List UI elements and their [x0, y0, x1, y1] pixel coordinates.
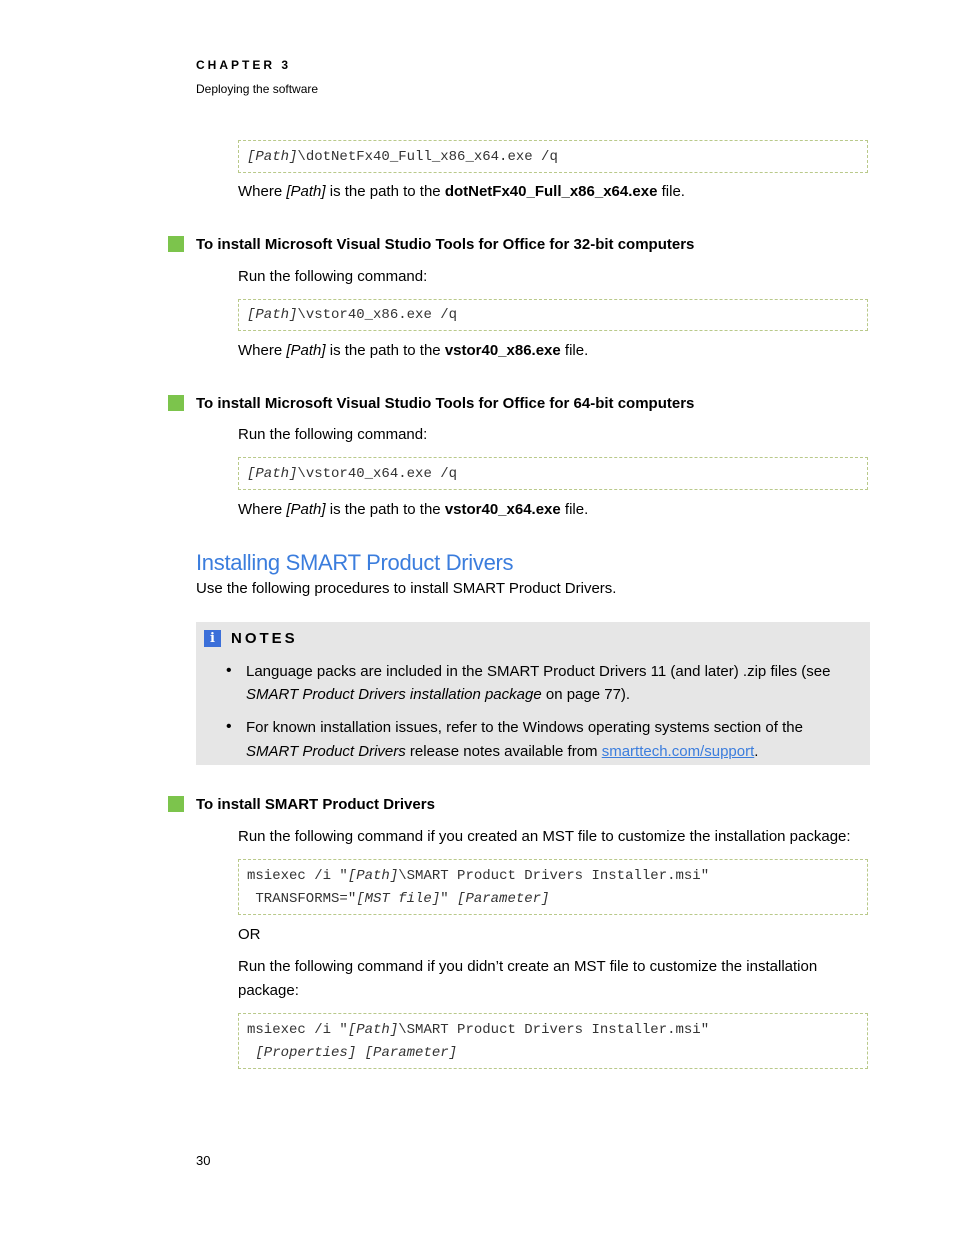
code-text: " — [440, 891, 458, 907]
code-command: \dotNetFx40_Full_x86_x64.exe /q — [297, 149, 558, 165]
where-mid: is the path to the — [325, 501, 445, 518]
code-text — [356, 1045, 364, 1061]
code-text: \SMART Product Drivers Installer.msi" — [398, 1022, 710, 1038]
code-text: msiexec /i " — [247, 868, 348, 884]
code-text: msiexec /i " — [247, 1022, 348, 1038]
code-mst-placeholder: [MST file] — [356, 891, 441, 907]
code-path-placeholder: [Path] — [347, 868, 399, 884]
page-number: 30 — [196, 1153, 211, 1168]
note-2-line-2 — [246, 742, 758, 762]
where-dotnet — [238, 182, 685, 202]
note-1-line-2 — [246, 685, 630, 705]
chapter-label: CHAPTER 3 — [196, 58, 292, 72]
where-vsto-64 — [238, 500, 588, 520]
green-square-icon — [168, 796, 184, 812]
where-path: [Path] — [286, 501, 326, 518]
where-suffix: file. — [560, 501, 589, 518]
code-command: \vstor40_x64.exe /q — [297, 466, 458, 482]
run-no-mst-line-2: package: — [238, 982, 299, 999]
where-prefix: Where — [238, 342, 287, 359]
smarttech-support-link[interactable]: smarttech.com/support — [601, 743, 755, 760]
where-vsto-32 — [238, 341, 588, 361]
chapter-title: Deploying the software — [196, 82, 319, 96]
where-suffix: file. — [657, 183, 685, 200]
section-title: Installing SMART Product Drivers — [196, 550, 514, 575]
where-suffix: file. — [560, 342, 589, 359]
run-no-mst-line-1: Run the following command if you didn’t create an MST file to customize the installation — [238, 958, 818, 975]
code-path-placeholder: [Path] — [247, 466, 298, 482]
notes-label: NOTES — [231, 630, 298, 647]
or-text: OR — [238, 926, 261, 943]
note-2-line-1: For known installation issues, refer to the Windows operating systems section of the — [246, 719, 803, 736]
run-command-text: Run the following command: — [238, 426, 428, 443]
code-path-placeholder: [Path] — [347, 1022, 399, 1038]
note-1-reference: SMART Product Drivers installation package — [246, 686, 542, 703]
note-1-tail: on page 77). — [541, 686, 631, 703]
heading-vsto-32 — [168, 235, 694, 255]
heading-text: To install Microsoft Visual Studio Tools for Office for 32-bit computers — [196, 236, 695, 253]
code-block-dotnet[interactable] — [238, 140, 868, 173]
where-mid: is the path to the — [325, 342, 445, 359]
code-properties-placeholder: [Properties] — [255, 1045, 357, 1061]
code-block-msiexec-mst[interactable] — [238, 859, 868, 915]
run-command-text: Run the following command: — [238, 268, 428, 285]
heading-vsto-64 — [168, 394, 694, 414]
note-2-mid: release notes available from — [405, 743, 602, 760]
where-mid: is the path to the — [325, 183, 445, 200]
code-block-vsto-64[interactable] — [238, 457, 868, 490]
code-path-placeholder: [Path] — [247, 307, 298, 323]
where-file: vstor40_x86.exe — [444, 342, 561, 359]
where-file: vstor40_x64.exe — [444, 501, 561, 518]
where-file: dotNetFx40_Full_x86_x64.exe — [444, 183, 658, 200]
run-mst-text: Run the following command if you created an MST file to customize the installation package: — [238, 828, 851, 845]
code-command: \vstor40_x86.exe /q — [297, 307, 458, 323]
note-2-reference: SMART Product Drivers — [246, 743, 406, 760]
where-path: [Path] — [286, 183, 326, 200]
heading-install-drivers — [168, 795, 435, 815]
code-block-msiexec-no-mst[interactable] — [238, 1013, 868, 1069]
code-text: TRANSFORMS=" — [247, 891, 357, 907]
note-1-line-1: Language packs are included in the SMART Product Drivers 11 (and later) .zip files (see — [246, 663, 831, 680]
code-parameter-placeholder: [Parameter] — [364, 1045, 458, 1061]
section-intro: Use the following procedures to install SMART Product Drivers. — [196, 580, 617, 597]
bullet-dot-icon: • — [226, 662, 232, 679]
heading-text: To install Microsoft Visual Studio Tools for Office for 64-bit computers — [196, 395, 695, 412]
code-parameter-placeholder: [Parameter] — [457, 891, 550, 907]
info-icon: i — [204, 630, 221, 647]
note-2-end: . — [754, 743, 759, 760]
green-square-icon — [168, 395, 184, 411]
green-square-icon — [168, 236, 184, 252]
code-text: \SMART Product Drivers Installer.msi" — [398, 868, 710, 884]
code-block-vsto-32[interactable] — [238, 299, 868, 331]
where-prefix: Where — [238, 501, 287, 518]
heading-text: To install SMART Product Drivers — [196, 796, 435, 813]
bullet-dot-icon: • — [226, 718, 232, 735]
where-path: [Path] — [286, 342, 326, 359]
where-prefix: Where — [238, 183, 287, 200]
code-path-placeholder: [Path] — [247, 149, 298, 165]
